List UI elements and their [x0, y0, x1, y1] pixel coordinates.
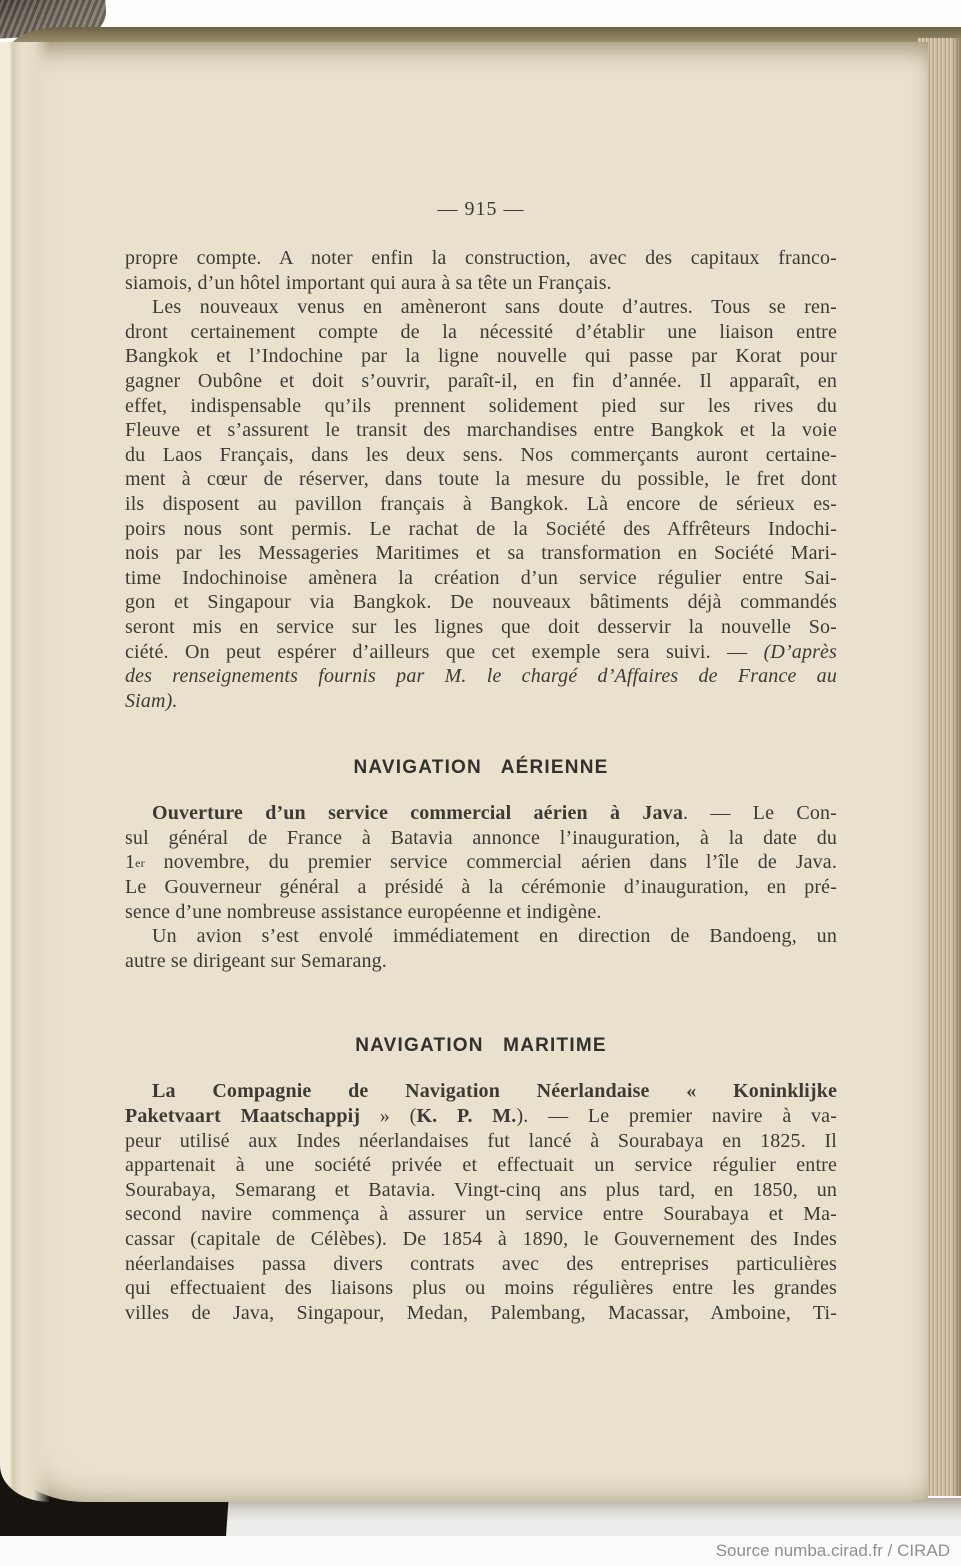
text-line	[125, 369, 837, 394]
text-run: propre compte. A noter enfin la construction, avec des capitaux franco-	[125, 247, 837, 269]
text-run: novembre, du premier service commercial aérien dans l’île de Java.	[144, 851, 837, 874]
page-gutter	[0, 42, 50, 1502]
text-line	[125, 850, 837, 875]
text-run: gagner Oubône et doit s’ouvrir, paraît-il, en fin d’année. Il apparaît, en	[125, 369, 837, 392]
text-run: second navire commença à assurer un service entre Sourabaya et Ma-	[125, 1203, 837, 1226]
paragraph	[125, 295, 837, 713]
text-run: néerlandaises passa divers contrats avec des entreprises particulières	[125, 1252, 837, 1275]
text-run: Fleuve et s’assurent le transit des marchandises entre Bangkok et la voie	[125, 419, 837, 442]
text-run: qui effectuaient des liaisons plus ou moins régulières entre les grandes	[125, 1277, 837, 1300]
text-run: ils disposent au pavillon français à Bangkok. Là encore de sérieux es-	[125, 492, 837, 515]
text-run: Les nouveaux venus en amèneront sans doute d’autres. Tous se ren-	[152, 296, 837, 319]
text-run: » (	[360, 1105, 417, 1128]
text-run: poirs nous sont permis. Le rachat de la Société des Affrêteurs Indochi-	[125, 517, 837, 540]
text-run: sul général de France à Batavia annonce l’inauguration, à la date du	[125, 826, 837, 849]
text-run: Le Gouverneur général a présidé à la cérémonie d’inauguration, en pré-	[125, 876, 837, 899]
text-line	[125, 443, 837, 468]
text-run: Un avion s’est envolé immédiatement en direction de Bandoeng, un	[152, 925, 837, 948]
text-line	[125, 615, 837, 640]
text-run: villes de Java, Singapour, Medan, Palembang, Macassar, Amboine, Ti-	[125, 1301, 837, 1324]
paragraph	[125, 924, 837, 973]
text-run: 1	[125, 851, 136, 874]
text-run: ). — Le premier navire à va-	[516, 1105, 838, 1128]
text-line	[125, 1301, 837, 1326]
text-run: K. P. M.	[416, 1105, 517, 1128]
text-run: siamois, d’un hôtel important qui aura à sa tête un Français.	[125, 271, 612, 294]
text-run: du Laos Français, dans les deux sens. Nos commerçants auront certaine-	[125, 443, 837, 466]
text-run: Sourabaya, Semarang et Batavia. Vingt-cinq ans plus tard, en 1850, un	[125, 1178, 837, 1201]
text-run: cassar (capitale de Célèbes). De 1854 à 1890, le Gouvernement des Indes	[125, 1228, 837, 1250]
text-line	[125, 271, 837, 296]
text-run: peur utilisé aux Indes néerlandaises fut lancé à Sourabaya en 1825. Il	[125, 1129, 837, 1152]
text-line	[125, 320, 837, 345]
fore-edge-shadow	[952, 38, 961, 1496]
text-run: La Compagnie de Navigation Néerlandaise « Koninklijke	[152, 1080, 837, 1103]
paragraph	[125, 246, 837, 295]
text-run: Ouverture d’un service commercial aérien à Java	[152, 802, 683, 825]
text-line	[125, 1227, 837, 1252]
text-line	[125, 664, 837, 689]
text-line	[125, 924, 837, 949]
text-line	[125, 566, 837, 591]
text-run: gon et Singapour via Bangkok. De nouveaux bâtiments déjà commandés	[125, 591, 837, 614]
text-line	[125, 640, 837, 665]
text-run: seront mis en service sur les lignes que doit desservir la nouvelle So-	[125, 615, 837, 638]
text-line	[125, 344, 837, 369]
text-line	[125, 541, 837, 566]
section-heading: NAVIGATION MARITIME	[355, 1035, 607, 1057]
text-line	[125, 949, 837, 974]
text-run: Siam).	[125, 689, 178, 712]
text-run: (D’après	[763, 640, 837, 663]
text-run: ment à cœur de réserver, dans toute la mesure du possible, le fret dont	[125, 468, 837, 491]
text-line	[125, 517, 837, 542]
text-line	[125, 295, 837, 320]
text-line	[125, 1178, 837, 1203]
text-run: er	[135, 856, 145, 871]
text-run: sence d’une nombreuse assistance européenne et indigène.	[125, 900, 602, 923]
text-line	[125, 1252, 837, 1277]
text-line	[125, 1202, 837, 1227]
text-line	[125, 689, 837, 714]
text-run: dront certainement compte de la nécessité d’établir une liaison entre	[125, 320, 837, 343]
text-line	[125, 418, 837, 443]
text-line	[125, 394, 837, 419]
text-run: appartenait à une société privée et effectuait un service régulier entre	[125, 1154, 837, 1177]
text-run: Paketvaart Maatschappij	[125, 1105, 361, 1128]
page-text	[125, 196, 837, 1325]
paragraph	[125, 801, 837, 924]
text-run: effet, indispensable qu’ils prennent solidement pied sur les rives du	[125, 394, 837, 417]
text-line	[125, 826, 837, 851]
source-attribution-text: Source numba.cirad.fr / CIRAD	[715, 1541, 950, 1560]
text-line	[125, 590, 837, 615]
text-run: des renseignements fournis par M. le chargé d’Affaires de France au	[125, 665, 837, 688]
text-run: time Indochinoise amènera la création d’un service régulier entre Sai-	[125, 566, 837, 589]
text-run: . — Le Con-	[682, 802, 837, 825]
text-line	[125, 1276, 837, 1301]
text-line	[125, 467, 837, 492]
text-run: Bangkok et l’Indochine par la ligne nouvelle qui passe par Korat pour	[125, 345, 837, 368]
text-line	[125, 1079, 837, 1104]
text-run: ciété. On peut espérer d’ailleurs que cet exemple sera suivi. —	[125, 640, 764, 663]
text-line	[125, 801, 837, 826]
page-number: — 915 —	[437, 198, 525, 220]
text-run: nois par les Messageries Maritimes et sa transformation en Société Mari-	[125, 542, 837, 565]
paragraph	[125, 1079, 837, 1325]
text-line	[125, 246, 837, 271]
text-line	[125, 1129, 837, 1154]
section-heading: NAVIGATION AÉRIENNE	[353, 757, 609, 779]
text-line	[125, 900, 837, 925]
text-line	[125, 1104, 837, 1129]
source-attribution-bar	[0, 1536, 961, 1566]
text-line	[125, 492, 837, 517]
text-line	[125, 1153, 837, 1178]
text-line	[125, 875, 837, 900]
text-run: autre se dirigeant sur Semarang.	[125, 949, 387, 972]
